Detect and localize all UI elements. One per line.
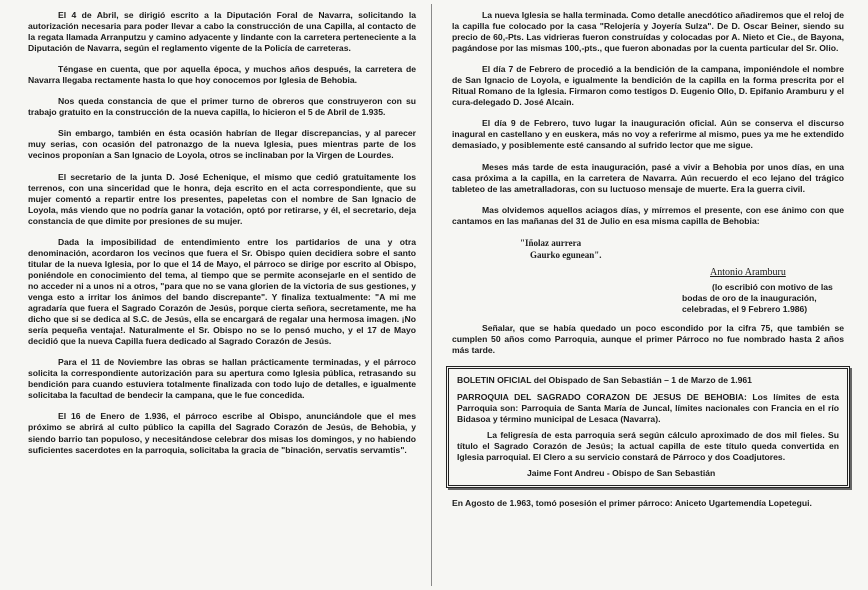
author-signature: Antonio Aramburu [710,266,786,278]
paragraph: La nueva Iglesia se halla terminada. Como detalle anecdótico añadiremos que el reloj de la capilla fue colocado por la casa "Relojería y Joyería Sulza". De D. Oscar Beiner, siendo su precio de 60,-Pts. Las vidrieras fueron construídas y colocadas por A. Nieto et Cie., de Bayona, pagándose por las mismas 100,-pts., que fueron abonadas por la cuenta particular del Sr. Olio. [452,10,844,54]
quote-line: "Iñolaz aurrera [520,237,582,248]
signature-note: (lo escribió con motivo de las bodas de oro de la inauguración, celebradas, el 9 Febrero 1.986) [682,281,833,314]
paragraph: Mas olvidemos aquellos aciagos días, y mírremos el presente, con ese ánimo con que cantamos en las mañanas del 31 de Julio en esa misma capilla de Behobia: [452,204,844,226]
boletin-title: BOLETIN OFICIAL del Obispado de San Sebastián – 1 de Marzo de 1.961 [457,375,752,386]
basque-quote [520,237,844,261]
boletin-box [446,366,850,488]
paragraph: Meses más tarde de esta inauguración, pasé a vivir a Behobia por unos días, en una casa próxima a la capilla, en la carretera de Navarra. Aún recuerdo el eco lejano del trágico tableteo de las ametralladoras, con su luctuoso mensaje de muerte. Era la guerra civil. [452,161,844,194]
paragraph: Señalar, que se había quedado un poco escondido por la cifra 75, que también se cumplen 50 años como Parroquia, aunque el primer Párroco no fue nombrado hasta 2 años más tarde. [452,322,844,356]
paragraph: Sin embargo, también en ésta ocasión habrían de llegar discrepancias, y al parecer muy serias, con ocasión del patronazgo de la nueva Iglesia, pues mientras parte de los vecinos proponían a San Ignacio de Loyola, otros se inclinaban por la Virgen de Lourdes. [28,128,416,161]
paragraph: El día 7 de Febrero de procedió a la bendición de la campana, imponiéndole el nombre de San Ignacio de Loyola, e igualmente la bendición de la capilla en la forma prescrita por el Ritual Romano de la Iglesia. Firmaron como testigos D. Eugenio Ollo, D. Epifanio Aramburu y el cura-delegado D. José Alcain. [452,64,844,108]
closing-paragraph: En Agosto de 1.963, tomó posesión el primer párroco: Aniceto Ugartemendía Lopetegui. [452,498,812,509]
boletin-paragraph: PARROQUIA DEL SAGRADO CORAZON DE JESUS DE BEHOBIA: Los límites de esta Parroquia son: Parroquia de Santa María de Juncal, límites nacionales con Francia en el río Bidasoa y término municipal de Lesaca (Navarra). [457,392,839,425]
column-divider [431,4,432,586]
paragraph: El día 9 de Febrero, tuvo lugar la inauguración oficial. Aún se conserva el discurso inagural en castellano y en euskera, más no voy a referirme al mismo, pues ya me he extendido demasiado, y posiblemente esté cansando al sufrido lector que me sigue. [452,118,844,151]
boletin-signer: Jaime Font Andreu - Obispo de San Sebastián [527,468,716,479]
paragraph: Dada la imposibilidad de entendimiento entre los partidarios de una y otra denominación, acordaron los vecinos que fuera el Sr. Obispo quien decidiera sobre el santo titular de la nueva Iglesia, por lo que el 14 de Mayo, el párroco se dirige por escrito al Obispo, poniéndole en conocimiento del tema, al tiempo que se permite aconsejarle en el sentido de no acceder ni a unos ni a otros, "para que no se vana glorien de la victoria de sus gestiones, y venga esto a irritar los ánimos del bando discrepante". Y finaliza textualmente: "A mi me agradaría que fuera el Sagrado Corazón de Jesús, porque cierta señora, secretamente, me ha dicho que si se dedica al S.C. de Jesús, ella se encargará de regalar una hermosa imagen. ¡No sería pequeña ventaja!. Naturalmente el Sr. Obispo no se lo pensó mucho, y el 17 de Mayo decidió que la nueva Capilla fuera dedicado al Sagrado Corazón de Jesús. [28,236,416,347]
right-column [452,10,844,520]
paragraph: El 16 de Enero de 1.936, el párroco escribe al Obispo, anunciándole que el mes próximo se abrirá al culto público la capilla del Sagrado Corazón de Jesús, de Behobia, y siendo barrio tan populoso, y necesitándose celebrar dos misas los domingos, y no habiendo suficientes sacerdotes en la parroquia, solicitaba la gracia de "binación, servatis servamtis". [28,411,416,455]
paragraph: El secretario de la junta D. José Echenique, el mismo que cedió gratuitamente los terrenos, con una sinceridad que le honra, deja escrito en el acta correspondiente, que su mujer comentó a repartir entre los presentes, papeletas con el nombre de San Ignacio de Loyola, más viendo que no podría ganar la votación, optó por retirarse, y él, el secretario, deja constancia de que dimite por presiones de su mujer. [28,171,416,226]
paragraph: Nos queda constancia de que el primer turno de obreros que construyeron con su trabajo gratuito en la construcción de la nueva capilla, lo hicieron el 5 de Abril de 1.935. [28,96,416,118]
paragraph: El 4 de Abril, se dirigió escrito a la Diputación Foral de Navarra, solicitando la autorización necesaria para poder llevar a cabo la construcción de una Capilla, al contacto de la regata llamada Arranputzu y camino adyacente y lindante con la carretera perteneciente a la Diputación de Navarra, según el reglamento vigente de la Policía de carreteras. [28,10,416,54]
boletin-paragraph: La feligresía de esta parroquia será según cálculo aproximado de dos mil fieles. Su título el Sagrado Corazón de Jesús; la actual capilla de este título queda convertida en Iglesia parroquial. El Clero a su servicio constará de Párroco y dos Coadjutores. [457,430,839,463]
quote-line: Gaurko egunean". [530,249,602,260]
paragraph: Téngase en cuenta, que por aquella época, y muchos años después, la carretera de Navarra llegaba rectamente hasta lo que hoy conocemos por Iglesia de Behobia. [28,64,416,86]
left-column [28,10,416,466]
paragraph: Para el 11 de Noviembre las obras se hallan prácticamente terminadas, y el párroco solicita la correspondiente autorización para su apertura como Iglesia pública, retrasando su bendición para cuando estuviera totalmente finalizada con todo lujo de detalles, e igualmente solicitaba la facultad de bendecir la campana, que le fue concedida. [28,357,416,401]
